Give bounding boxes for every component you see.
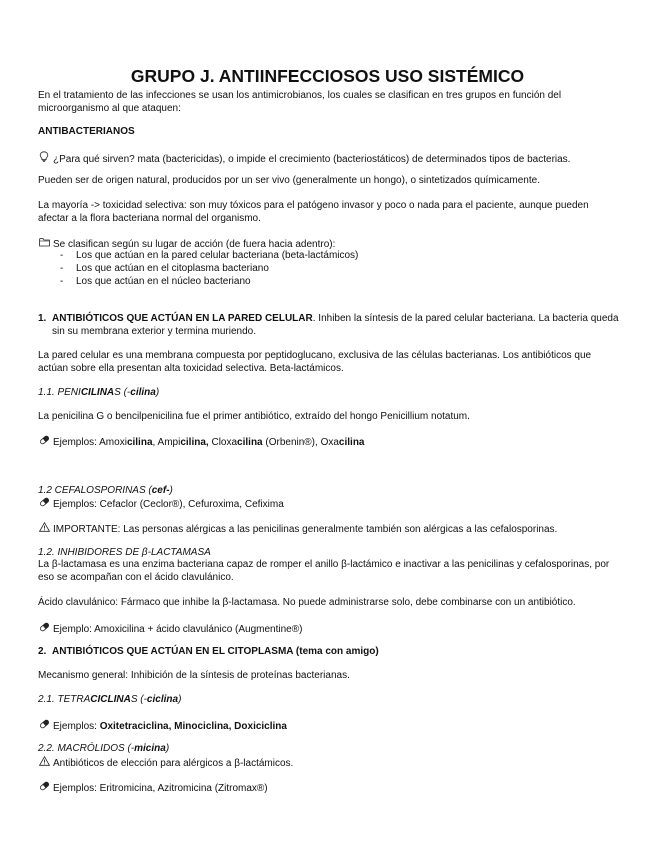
cefalosporinas-examples <box>38 497 620 512</box>
para-que-paragraph <box>38 151 620 167</box>
macrolidos-examples-text: Ejemplos: Eritromicina, Azitromicina (Zitromax®) <box>53 783 268 794</box>
pared-celular-paragraph: La pared celular es una membrana compuesta por peptidoglucano, exclusiva de las células bacterianas. Los antibióticos que actúan sobre ella presentan alta toxicidad selectiva. Beta-lactámicos. <box>38 350 592 374</box>
subsection-2-1-prefix: 2.1. TETRA <box>38 694 91 705</box>
separator: , <box>152 437 158 448</box>
drug-prefix: Oxa <box>320 437 339 448</box>
clasifican-text: Se clasifican según su lugar de acción (de fuera hacia adentro): <box>53 239 336 250</box>
drug-prefix: Ampi <box>157 437 181 448</box>
subsection-2-2-prefix: 2.2. MACRÓLIDOS (- <box>38 743 135 754</box>
subsection-2-1-heading <box>38 694 620 707</box>
subsection-1-1-heading <box>38 387 620 400</box>
subsection-2-2-suffix: micina <box>134 743 166 754</box>
penicilina-g-paragraph: La penicilina G o bencilpenicilina fue el primer antibiótico, extraído del hongo Penicillium notatum. <box>38 411 470 422</box>
page-title: GRUPO J. ANTIINFECCIOSOS USO SISTÉMICO <box>130 66 525 86</box>
lactamasa-paragraph: La β-lactamasa es una enzima bacteriana capaz de romper el anillo β-lactámico e inactivar a las penicilinas y cefalosporinas, por eso se acompañan con el ácido clavulánico. <box>38 559 610 583</box>
macrolidos-paragraph <box>38 756 620 771</box>
importante-paragraph <box>38 522 620 537</box>
pill-icon <box>38 435 50 450</box>
subsection-2-1-suffix: ciclina <box>146 694 179 705</box>
tetraciclinas-examples <box>38 719 620 734</box>
penicilinas-examples <box>38 435 620 450</box>
clavulanico-paragraph: Ácido clavulánico: Fármaco que inhibe la β-lactamasa. No puede administrarse solo, debe combinarse con un antibiótico. <box>38 597 576 608</box>
augmentine-example-text: Ejemplo: Amoxicilina + ácido clavulánico (Augmentine®) <box>53 624 303 635</box>
subsection-1-2-bold: cef- <box>151 485 170 496</box>
subsection-2-2-heading <box>38 743 620 756</box>
para-que-text: ¿Para qué sirven? mata (bactericidas), o impide el crecimiento (bacteriostáticos) de determinados tipos de bacterias. <box>53 154 571 165</box>
subsection-2-1-bold: CICLINA <box>90 694 131 705</box>
subsection-1-1-prefix: 1.1. PENI <box>38 387 81 398</box>
examples-label: Ejemplos: <box>53 437 100 448</box>
intro-paragraph: En el tratamiento de las infecciones se usan los antimicrobianos, los cuales se clasifican en tres grupos en función del microorganismo al que ataquen: <box>38 90 562 114</box>
origen-paragraph: Pueden ser de origen natural, producidos por un ser vivo (generalmente un hongo), o sintetizados químicamente. <box>38 175 540 186</box>
section-2-heading <box>38 646 620 659</box>
tetraciclinas-list: Oxitetraciclina, Minociclina, Doxiciclina <box>99 721 287 732</box>
section-1-number: 1. <box>38 313 47 324</box>
examples-label: Ejemplos: <box>53 721 100 732</box>
subsection-1-2-heading <box>38 485 620 498</box>
list-item: - Los que actúan en el citoplasma bacteriano <box>38 263 620 276</box>
section-2-number: 2. <box>38 646 47 657</box>
subsection-2-1-close: ) <box>178 694 182 705</box>
macrolidos-examples <box>38 781 620 796</box>
pill-icon <box>38 719 50 734</box>
warning-icon <box>38 756 50 771</box>
pill-icon <box>38 497 50 512</box>
antibacterianos-heading: ANTIBACTERIANOS <box>38 126 135 137</box>
importante-text: IMPORTANTE: Las personas alérgicas a las penicilinas generalmente también son alérgicas a las cefalosporinas. <box>53 524 558 535</box>
brand-note: (Orbenin®), <box>262 437 321 448</box>
drug-prefix: Amoxi <box>99 437 127 448</box>
augmentine-example <box>38 622 620 637</box>
drug-suffix: cilina <box>338 437 365 448</box>
subsection-1-2-close: ) <box>169 485 173 496</box>
subsection-1-2-prefix: 1.2 CEFALOSPORINAS ( <box>38 485 152 496</box>
drug-suffix: cilina, <box>180 437 209 448</box>
lightbulb-icon <box>38 151 50 167</box>
toxicidad-paragraph: La mayoría -> toxicidad selectiva: son muy tóxicos para el patógeno invasor y poco o nada para el paciente, aunque pueden afectar a la flora bacteriana normal del organismo. <box>38 200 589 224</box>
subsection-2-2-close: ) <box>165 743 170 754</box>
subsection-1-1-close: ) <box>155 387 160 398</box>
subsection-1-1-suffix: cilina <box>130 387 156 398</box>
list-item: - Los que actúan en el núcleo bacteriano <box>38 276 620 289</box>
section-2-title: ANTIBIÓTICOS QUE ACTÚAN EN EL CITOPLASMA <box>52 646 294 657</box>
section-1-title: ANTIBIÓTICOS QUE ACTÚAN EN LA PARED CELULAR <box>52 313 313 324</box>
macrolidos-text: Antibióticos de elección para alérgicos a β-lactámicos. <box>53 758 294 769</box>
cefalosporinas-examples-text: Ejemplos: Cefaclor (Ceclor®), Cefuroxima, Cefixima <box>53 499 284 510</box>
mecanismo-paragraph: Mecanismo general: Inhibición de la síntesis de proteínas bacterianas. <box>38 670 350 681</box>
section-2-extra: (tema con amigo) <box>293 646 379 657</box>
subsection-2-1-mid: S (- <box>130 694 147 705</box>
pill-icon <box>38 781 50 796</box>
section-1-text: . Inhiben la síntesis de la pared celular bacteriana. La bacteria queda sin su membrana exterior y termina muriendo. <box>52 313 619 337</box>
subsection-1-1-mid: S (- <box>114 387 131 398</box>
warning-icon <box>38 522 50 537</box>
subsection-inhibidores-heading: 1.2. INHIBIDORES DE β-LACTAMASA <box>38 547 211 558</box>
subsection-1-1-bold: CILINA <box>80 387 115 398</box>
drug-suffix: cilina <box>237 437 263 448</box>
clasificacion-list <box>38 250 620 289</box>
section-1-heading <box>38 313 620 338</box>
pill-icon <box>38 622 50 637</box>
list-item: - Los que actúan en la pared celular bacteriana (beta-lactámicos) <box>38 250 620 263</box>
drug-prefix: Cloxa <box>211 437 238 448</box>
drug-suffix: cilina <box>126 437 153 448</box>
